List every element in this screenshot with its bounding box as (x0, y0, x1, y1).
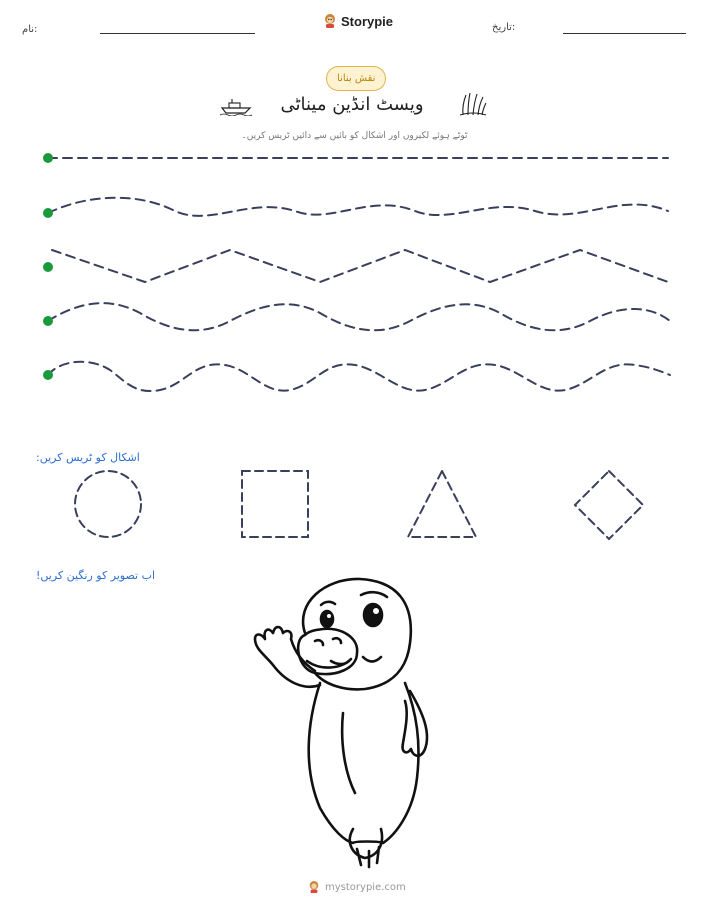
trace-line-wave-2 (48, 303, 670, 330)
trace-line-wave (48, 198, 668, 216)
manatee-illustration (245, 573, 465, 873)
shape-diamond (575, 471, 643, 539)
name-line[interactable] (100, 33, 255, 34)
shape-square (242, 471, 308, 537)
storypie-logo-icon (308, 880, 320, 894)
storypie-logo-icon (323, 13, 337, 29)
seagrass-icon (458, 91, 488, 117)
tracing-shapes (0, 460, 709, 555)
date-label: تاریخ: (492, 22, 516, 33)
shape-triangle (408, 471, 476, 537)
start-dot-4 (43, 316, 53, 326)
start-dot-2 (43, 208, 53, 218)
activity-badge: نقش بنانا (326, 66, 386, 91)
start-dot-5 (43, 370, 53, 380)
tracing-lines (0, 145, 709, 400)
instruction-text: ٹوٹے ہوئے لکیروں اور اشکال کو بائیں سے دائیں ٹریس کریں۔ (241, 131, 468, 141)
trace-line-bumps (48, 362, 670, 391)
footer (308, 880, 406, 894)
start-dot-1 (43, 153, 53, 163)
brand-logo (323, 13, 393, 29)
name-label: نام: (22, 24, 38, 35)
trace-line-zigzag (52, 250, 668, 282)
start-dot-3 (43, 262, 53, 272)
page-title: ویسٹ انڈین میناٹی (280, 94, 424, 115)
brand-name: Storypie (341, 13, 394, 29)
shapes-heading: اشکال کو ٹریس کریں: (36, 451, 140, 464)
shape-circle (75, 471, 141, 537)
coloring-heading: اب تصویر کو رنگین کریں! (36, 569, 156, 582)
boat-icon (220, 96, 252, 116)
footer-url[interactable]: mystorypie.com (325, 881, 406, 893)
date-line[interactable] (563, 33, 686, 34)
